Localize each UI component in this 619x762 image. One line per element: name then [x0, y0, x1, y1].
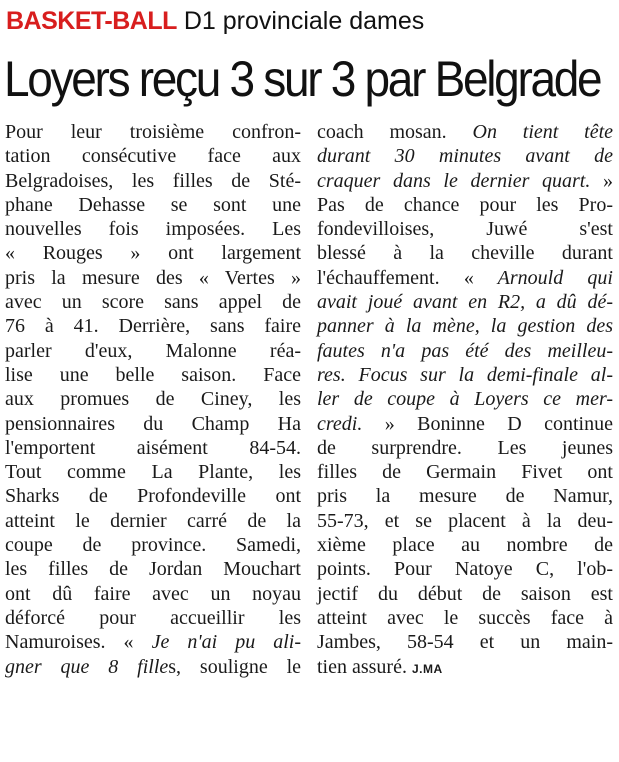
- text-line: Sharks de Profondeville ont: [5, 485, 301, 508]
- text-line: gner que 8 filles, souligne le: [5, 655, 301, 678]
- text-line: 76 à 41. Derrière, sans faire: [5, 315, 301, 338]
- text-line: fautes n'a pas été des meilleu-: [317, 339, 613, 362]
- text-line: pensionnaires du Champ Ha: [5, 412, 301, 435]
- text-line: filles de Germain Fivet ont: [317, 461, 613, 484]
- text-line: Jambes, 58-54 et un main-: [317, 631, 613, 654]
- text-line: 55-73, et se placent à la deu-: [317, 509, 613, 532]
- text-line: panner à la mène, la gestion des: [317, 315, 613, 338]
- text-line: pris la mesure de Namur,: [317, 485, 613, 508]
- text-line: de surprendre. Les jeunes: [317, 436, 613, 459]
- text-line: xième place au nombre de: [317, 534, 613, 557]
- text-line: ont dû faire avec un noyau: [5, 582, 301, 605]
- text-line: l'emportent aisément 84-54.: [5, 436, 301, 459]
- text-line: coupe de province. Samedi,: [5, 534, 301, 557]
- text-line: fondevilloises, Juwé s'est: [317, 218, 613, 241]
- text-line: Pour leur troisième confron-: [5, 121, 301, 143]
- text-line: coach mosan. On tient tête: [317, 121, 613, 143]
- text-line: lise une belle saison. Face: [5, 363, 301, 386]
- text-line: credi. » Boninne D continue: [317, 412, 613, 435]
- text-line: Belgradoises, les filles de Sté-: [5, 169, 301, 192]
- text-line: aux promues de Ciney, les: [5, 388, 301, 411]
- text-line: Tout comme La Plante, les: [5, 461, 301, 484]
- section-subtitle: D1 provinciale dames: [183, 7, 425, 35]
- text-line: res. Focus sur la demi-finale al-: [317, 363, 613, 386]
- author-signature: J.MA: [411, 661, 443, 676]
- text-line: atteint le dernier carré de la: [5, 509, 301, 532]
- text-line: jectif du début de saison est: [317, 582, 613, 605]
- text-line: Namuroises. « Je n'ai pu ali-: [5, 631, 301, 654]
- text-line: tation consécutive face aux: [5, 145, 301, 168]
- text-line: l'échauffement. « Arnould qui: [317, 266, 613, 289]
- text-line: phane Dehasse se sont une: [5, 193, 301, 216]
- article-headline: Loyers reçu 3 sur 3 par Belgrade: [4, 51, 601, 107]
- body-column-right: [317, 120, 613, 679]
- text-line: « Rouges » ont largement: [5, 242, 301, 265]
- section-category: BASKET-BALL: [6, 7, 177, 35]
- article-kicker: [6, 4, 424, 38]
- text-line: avec un score sans appel de: [5, 291, 301, 314]
- text-line: pris la mesure des « Vertes »: [5, 266, 301, 289]
- text-line: craquer dans le dernier quart. »: [317, 169, 613, 192]
- body-column-left: [5, 120, 301, 679]
- text-line: Pas de chance pour les Pro-: [317, 193, 613, 216]
- text-line: déforcé pour accueillir les: [5, 606, 301, 629]
- text-line: les filles de Jordan Mouchart: [5, 558, 301, 581]
- text-line: points. Pour Natoye C, l'ob-: [317, 558, 613, 581]
- text-line: tien assuré. J.MA: [317, 655, 443, 678]
- text-line: parler d'eux, Malonne réa-: [5, 339, 301, 362]
- text-line: avait joué avant en R2, a dû dé-: [317, 291, 613, 314]
- text-line: ler de coupe à Loyers ce mer-: [317, 388, 613, 411]
- text-line: blessé à la cheville durant: [317, 242, 613, 265]
- text-line: durant 30 minutes avant de: [317, 145, 613, 168]
- text-line: nouvelles fois imposées. Les: [5, 218, 301, 241]
- text-line: atteint avec le succès face à: [317, 606, 613, 629]
